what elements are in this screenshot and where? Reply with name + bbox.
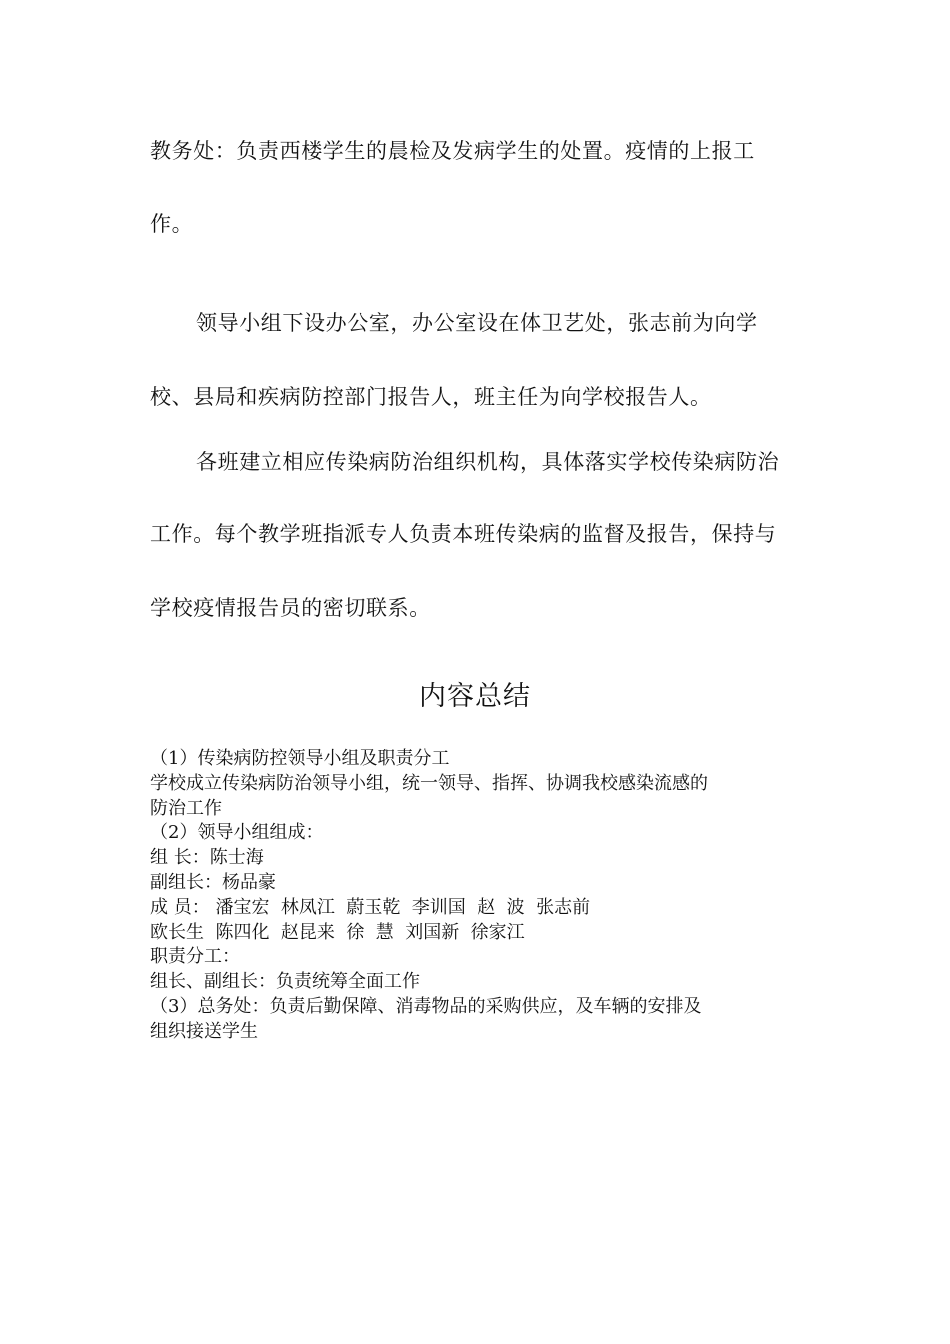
summary-line: （1）传染病防控领导小组及职责分工 — [150, 748, 450, 769]
summary-line: 职责分工： — [150, 946, 240, 967]
summary-line: 组 长：陈士海 — [150, 847, 264, 868]
body-text-line: 工作。每个教学班指派专人负责本班传染病的监督及报告，保持与 — [150, 522, 777, 546]
summary-title: 内容总结 — [419, 681, 531, 712]
body-text-line: 学校疫情报告员的密切联系。 — [150, 596, 431, 620]
body-text-line: 作。 — [150, 212, 194, 236]
summary-line: 成 员： 潘宝宏 林凤江 蔚玉乾 李训国 赵 波 张志前 — [150, 897, 591, 918]
summary-line: 学校成立传染病防治领导小组，统一领导、指挥、协调我校感染流感的 — [150, 773, 708, 794]
body-text-line: 校、县局和疾病防控部门报告人，班主任为向学校报告人。 — [150, 385, 712, 409]
summary-line: 组织接送学生 — [150, 1021, 258, 1042]
summary-line: 欧长生 陈四化 赵昆来 徐 慧 刘国新 徐家江 — [150, 922, 525, 943]
body-text-line: 各班建立相应传染病防治组织机构，具体落实学校传染病防治 — [196, 450, 780, 474]
summary-line: 组长、副组长：负责统筹全面工作 — [150, 971, 420, 992]
body-text-line: 教务处：负责西楼学生的晨检及发病学生的处置。疫情的上报工 — [150, 139, 755, 163]
summary-line: （3）总务处：负责后勤保障、消毒物品的采购供应，及车辆的安排及 — [150, 996, 702, 1017]
body-text-line: 领导小组下设办公室，办公室设在体卫艺处，张志前为向学 — [196, 311, 758, 335]
summary-line: 防治工作 — [150, 798, 222, 819]
summary-line: （2）领导小组组成： — [150, 822, 324, 843]
summary-line: 副组长：杨品豪 — [150, 872, 276, 893]
